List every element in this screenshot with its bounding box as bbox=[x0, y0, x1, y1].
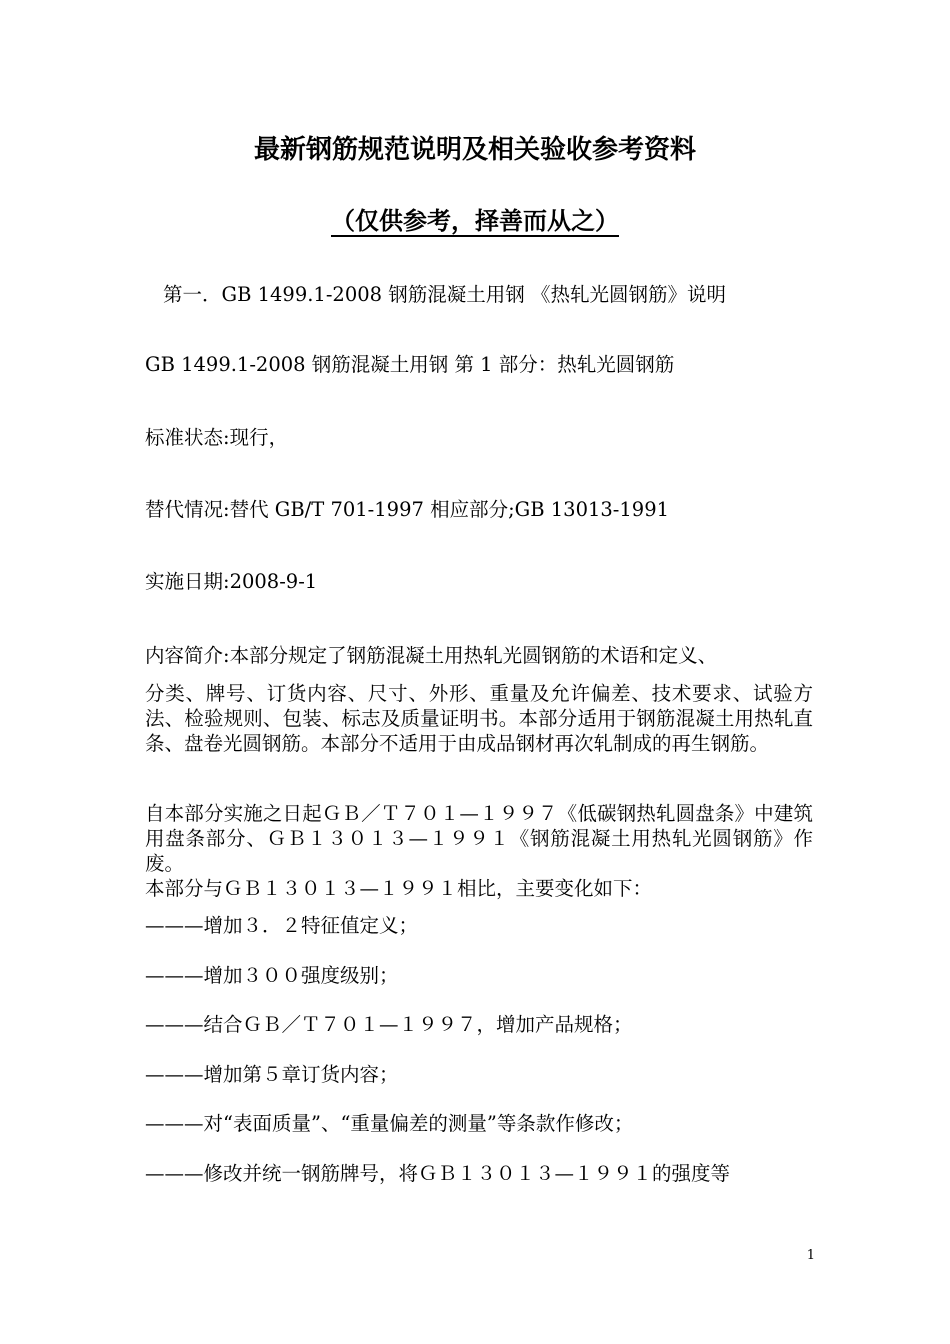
document-subtitle bbox=[0, 204, 950, 238]
change-item: ———结合ＧＢ／Ｔ７０１—１９９７，增加产品规格； bbox=[145, 1013, 633, 1036]
change-item: ———增加３００强度级别； bbox=[145, 964, 399, 987]
change-item: ———对“表面质量”、“重量偏差的测量”等条款作修改； bbox=[145, 1112, 634, 1135]
abolish-paragraph: 自本部分实施之日起ＧＢ／Ｔ７０１—１９９７《低碳钢热轧圆盘条》中建筑用盘条部分、ＧＢ１３０１３—１９９１《钢筋混凝土用热轧光圆钢筋》作废。 bbox=[145, 802, 813, 875]
summary-first-line: 内容简介:本部分规定了钢筋混凝土用热轧光圆钢筋的术语和定义、 bbox=[145, 644, 718, 667]
standard-status: 标准状态:现行， bbox=[145, 426, 289, 449]
change-item: ———增加第５章订货内容； bbox=[145, 1063, 399, 1086]
standard-name: GB 1499.1-2008 钢筋混凝土用钢 第 1 部分：热轧光圆钢筋 bbox=[145, 353, 675, 376]
document-title: 最新钢筋规范说明及相关验收参考资料 bbox=[253, 135, 696, 165]
section-heading: 第一．GB 1499.1-2008 钢筋混凝土用钢 《热轧光圆钢筋》说明 bbox=[163, 283, 726, 306]
effective-date: 实施日期:2008-9-1 bbox=[145, 570, 318, 593]
summary-paragraph: 分类、牌号、订货内容、尺寸、外形、重量及允许偏差、技术要求、试验方法、检验规则、包装、标志及质量证明书。本部分适用于钢筋混凝土用热轧直条、盘卷光圆钢筋。本部分不适用于由成品钢材再次轧制成的再生钢筋。 bbox=[145, 682, 813, 755]
page-number: 1 bbox=[806, 1248, 815, 1263]
replacement-info: 替代情况:替代 GB/T 701-1997 相应部分;GB 13013-1991 bbox=[145, 498, 670, 521]
change-item: ———增加３．２特征值定义； bbox=[145, 914, 419, 937]
document-subtitle-text: （仅供参考，择善而从之） bbox=[331, 207, 619, 235]
change-item: ———修改并统一钢筋牌号，将ＧＢ１３０１３—１９９１的强度等 bbox=[145, 1162, 731, 1185]
changes-intro: 本部分与ＧＢ１３０１３—１９９１相比，主要变化如下： bbox=[145, 877, 653, 900]
